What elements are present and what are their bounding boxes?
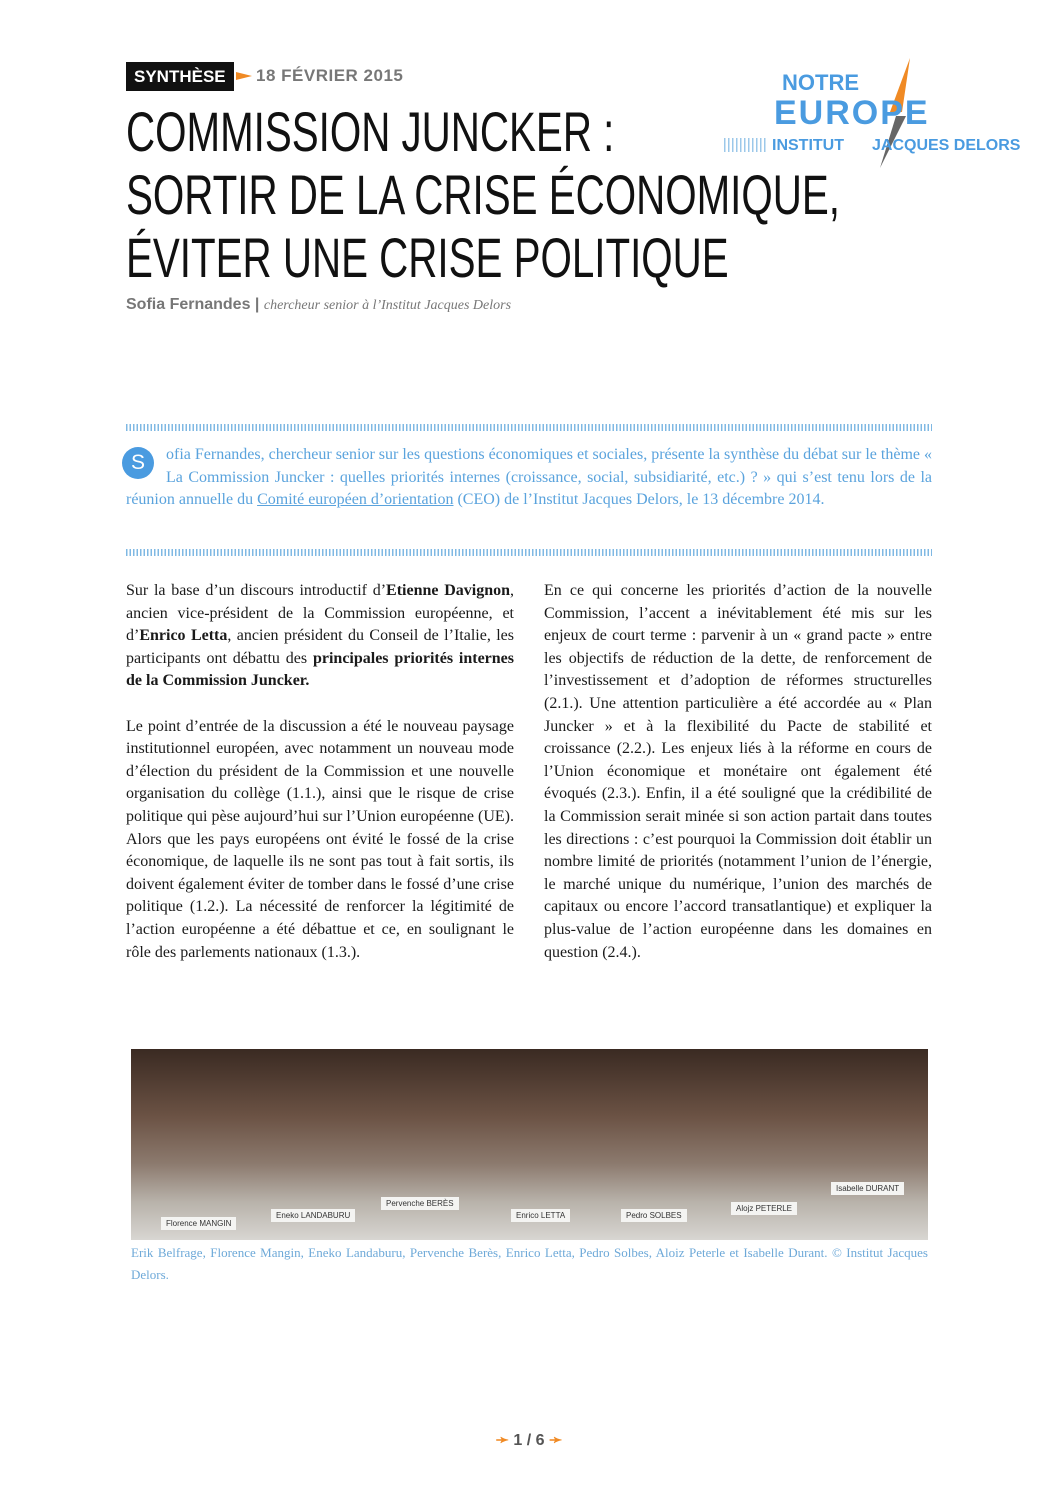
page-number-text: 1 / 6 [513,1432,545,1449]
divider [126,549,932,556]
document-type-tag: SYNTHÈSE [126,62,234,91]
logo-text-delors: JACQUES DELORS [872,137,1021,154]
dropcap: S [122,447,154,479]
logo-text-notre: NOTRE [782,70,859,95]
body-column-left [126,580,514,987]
paragraph: Le point d’entrée de la discussion a été le nouveau paysage institutionnel européen, avec notamment un nouveau mode d’élection du président de la Commission et une nouvelle organisation du collège (1.1.), ainsi que le risque de crise politique qui pèse aujourd’hui sur l’Union européenne (UE). Alors que les pays européens ont évité le fossé de la crise économique, de laquelle ils ne sont pas tout à fait sortis, ils doivent également éviter de tomber dans le fossé d’une crise politique (1.2.). La nécessité de renforcer la légitimité de l’action européenne a été débattue et ce, en soulignant le rôle des parlements nationaux (1.3.). [126,717,514,961]
title-line: COMMISSION JUNCKER : [126,100,615,163]
author-name: Sofia Fernandes [126,296,251,313]
name-card: Enrico LETTA [511,1209,570,1222]
title-line: ÉVITER UNE CRISE POLITIQUE [126,226,729,289]
name-card: Isabelle DURANT [831,1182,904,1195]
arrow-icon: ➛ [495,1432,514,1449]
name-card: Pervenche BERÈS [381,1197,459,1210]
arrow-icon [236,72,252,80]
body-column-right [544,580,932,987]
intro-text: (CEO) de l’Institut Jacques Delors, le 13 décembre 2014. [453,491,825,509]
author-role: chercheur senior à l’Institut Jacques Delors [263,298,512,313]
logo-text-europe: EUROPE [774,94,930,132]
publication-date: 18 FÉVRIER 2015 [256,66,404,85]
divider [126,424,932,431]
photo-caption: Erik Belfrage, Florence Mangin, Eneko Landaburu, Pervenche Berès, Enrico Letta, Pedro Solbes, Aloiz Peterle et Isabelle Durant. © Institut Jacques Delors. [131,1245,928,1282]
meeting-photo [131,1049,928,1240]
author-separator: | [250,296,264,313]
ceo-link[interactable]: Comité européen d’orientation [257,491,454,509]
title-line: SORTIR DE LA CRISE ÉCONOMIQUE, [126,163,840,226]
arrow-icon: ➛ [544,1432,563,1449]
intro-summary [126,444,932,512]
intro-text: ofia Fernandes, chercheur senior sur les questions économiques et sociales, présente la synthèse du débat sur le thème « La Commission Juncker : quelles priorités internes (croissance, social, subsidiarité, etc.) ? » qui s’est tenu lors de la réunion annuelle du [126,446,932,509]
logo-text-institut: INSTITUT [772,137,844,154]
name-card: Alojz PETERLE [731,1202,797,1215]
name-card: Eneko LANDABURU [271,1209,355,1222]
paragraph: En ce qui concerne les priorités d’action de la nouvelle Commission, l’accent a inévitablement été mis sur les enjeux de court terme : parvenir à un « grand pacte » entre les objectifs de réduction de la dette, de renforcement de l’investissement et d’adoption de réformes structurelles (2.1.). Une attention particulière a été accordée au « Plan Juncker » et à la flexibilité du Pacte de stabilité et croissance (2.2.). Les enjeux liés à la réforme en cours de l’Union économique et monétaire ont également été évoqués (2.3.). Enfin, il a été souligné que la crédibilité de la Commission serait minée si son action partait dans toutes les directions : c’est pourquoi la Commission doit établir un nombre limité de priorités (notamment l’union de l’énergie, le marché unique du numérique, l’union des marchés de capitaux ou encore l’accord transatlantique) et expliquer la plus-value de l’action européenne dans les domaines en question (2.4.). [544,582,932,961]
name-card: Florence MANGIN [161,1217,236,1230]
paragraph: Sur la base d’un discours introductif d’Etienne Davignon, ancien vice-président de la Commission européenne, et d’Enrico Letta, ancien président du Conseil de l’Italie, les participants ont débattu des principales priorités internes de la Commission Juncker. [126,582,515,690]
page-title [126,100,840,289]
author-line [126,296,511,314]
name-card: Pedro SOLBES [621,1209,687,1222]
page-number [0,1430,1058,1450]
